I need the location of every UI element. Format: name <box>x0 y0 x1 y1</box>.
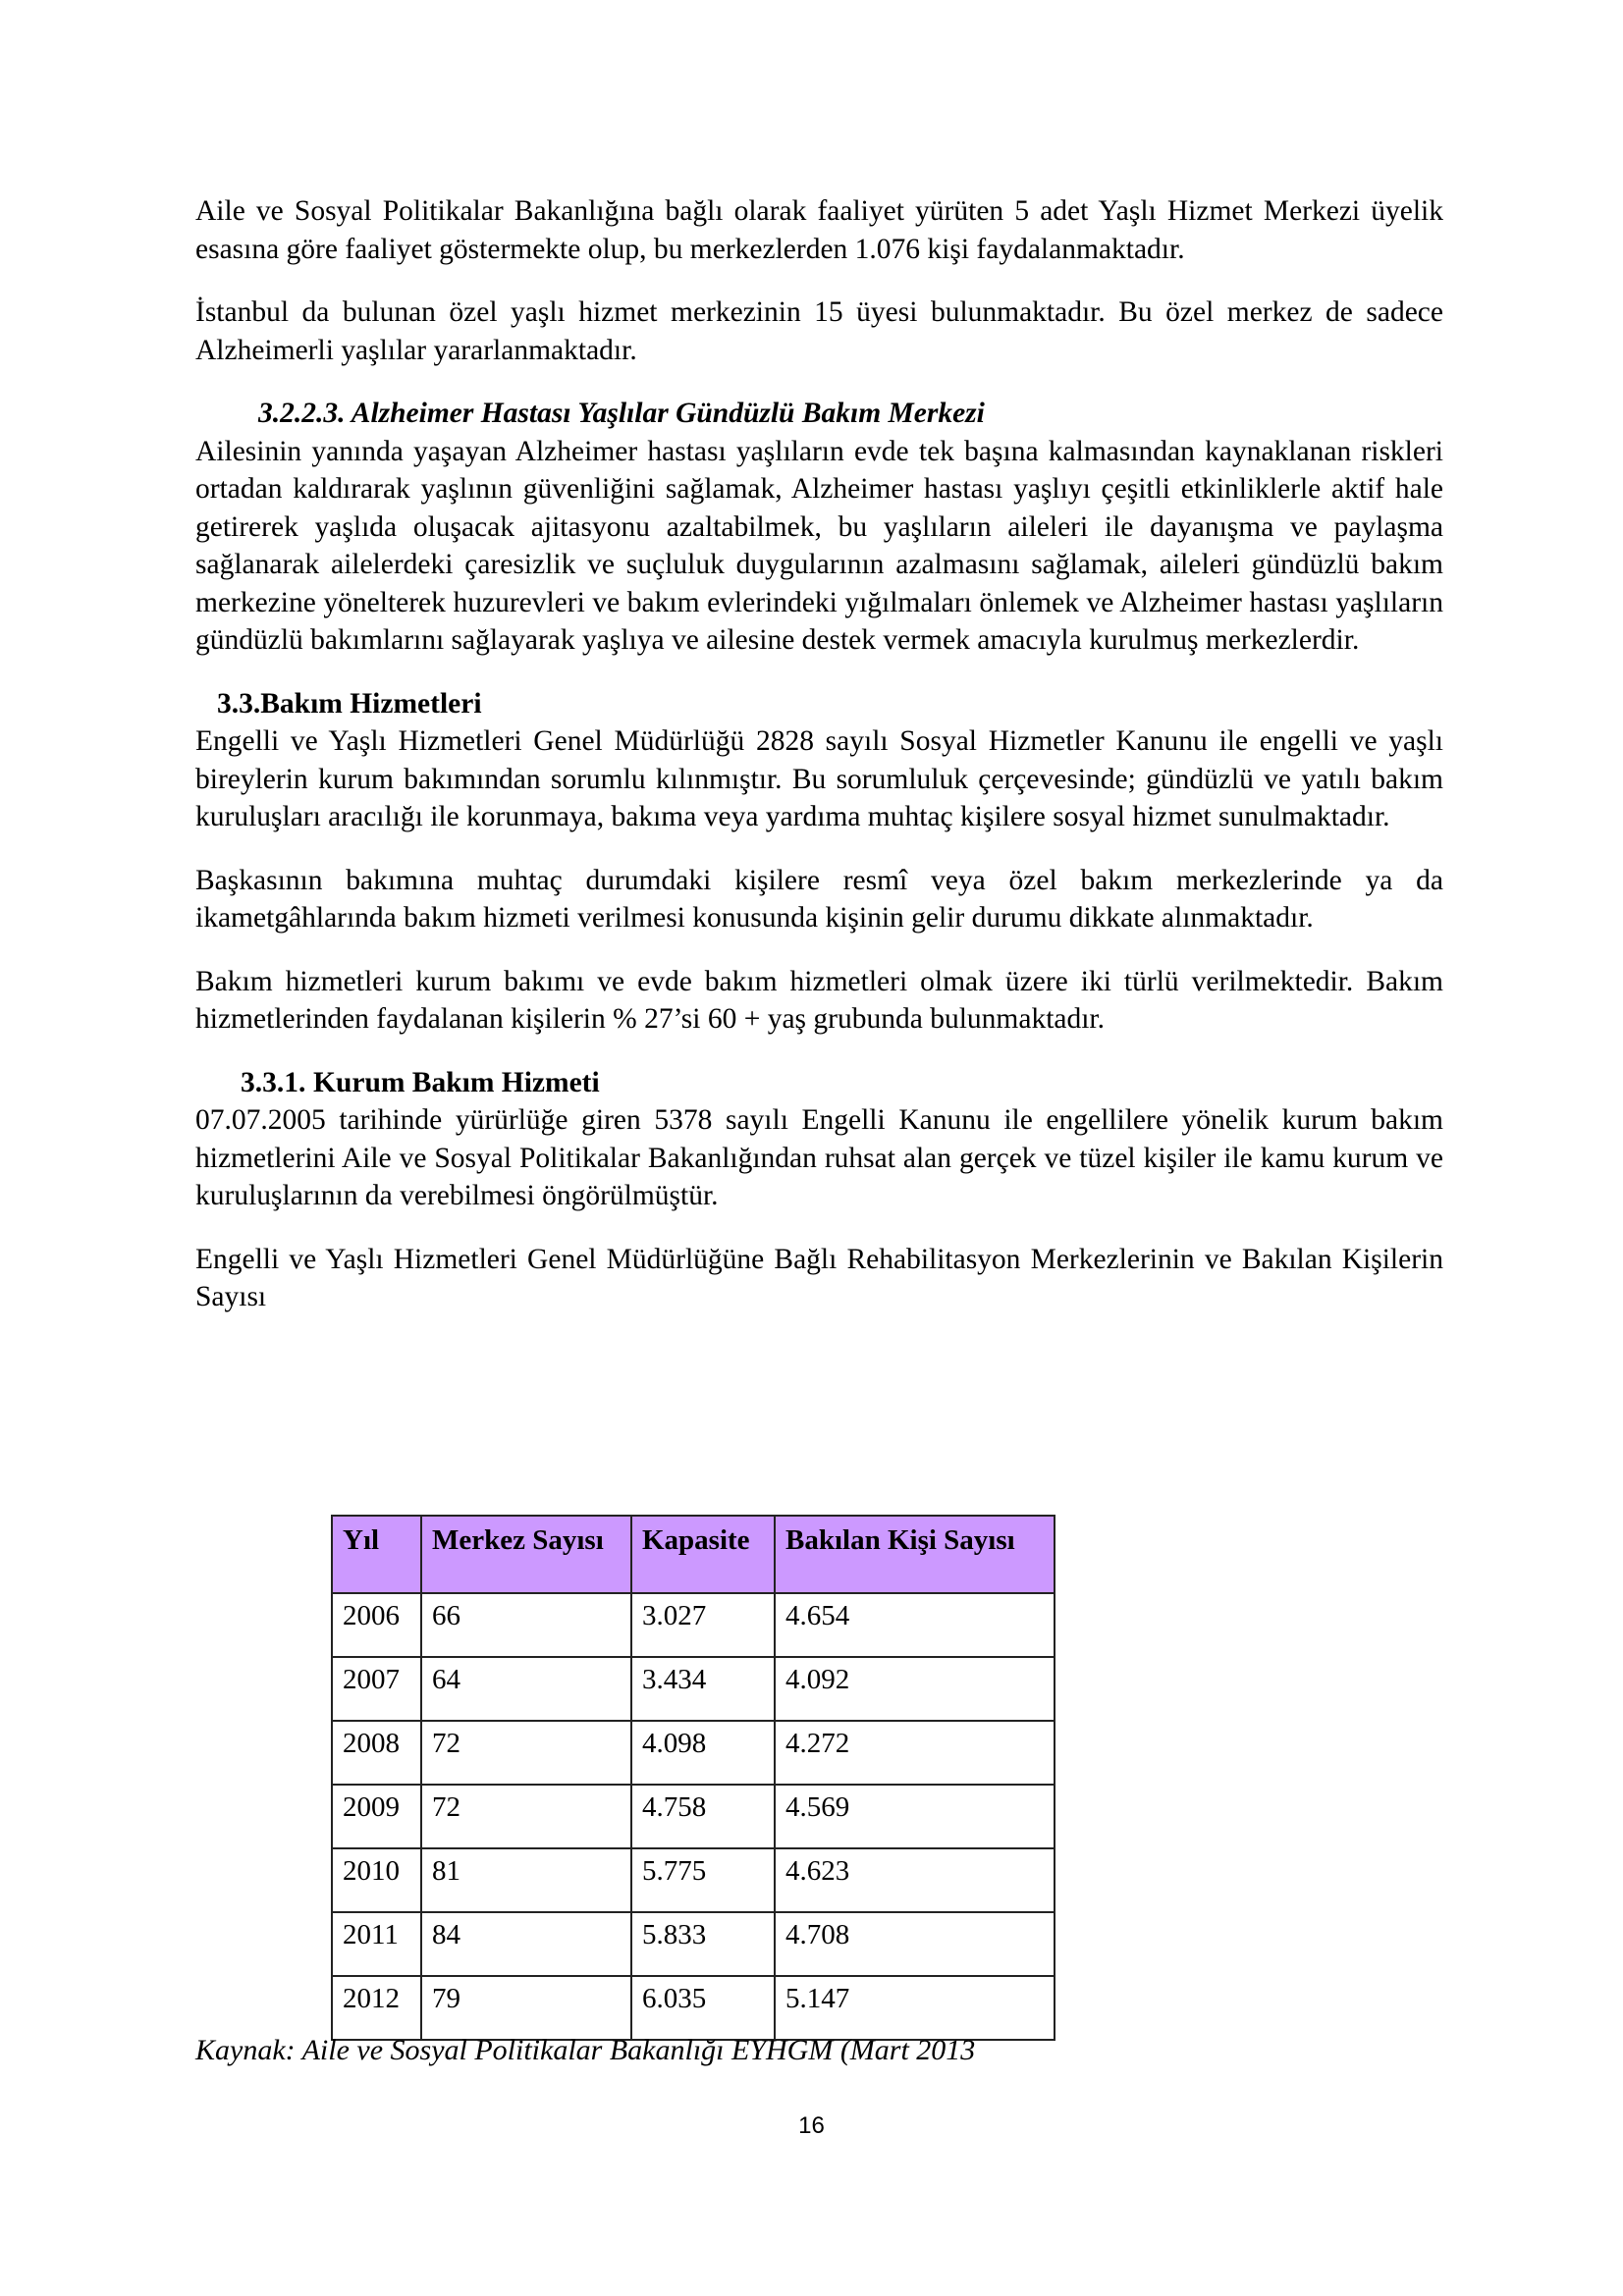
cell-people-cared: 4.569 <box>775 1785 1055 1848</box>
table-row <box>332 1721 1055 1785</box>
cell-center-count: 79 <box>421 1976 631 2040</box>
cell-center-count: 66 <box>421 1593 631 1657</box>
paragraph: Aile ve Sosyal Politikalar Bakanlığına bağlı olarak faaliyet yürüten 5 adet Yaşlı Hizmet Merkezi üyelik esasına göre faaliyet göstermekte olup, bu merkezlerden 1.076 kişi faydalanmaktadır. <box>195 195 1443 265</box>
paragraph: 07.07.2005 tarihinde yürürlüğe giren 5378 sayılı Engelli Kanunu ile engellilere yönelik kurum bakım hizmetlerini Aile ve Sosyal Politikalar Bakanlığından ruhsat alan gerçek ve tüzel kişiler ile kamu kurum ve kuruluşlarının da verebilmesi öngörülmüştür. <box>195 1104 1443 1211</box>
cell-people-cared: 5.147 <box>775 1976 1055 2040</box>
page-body <box>195 192 1443 1316</box>
paragraph: Engelli ve Yaşlı Hizmetleri Genel Müdürlüğü 2828 sayılı Sosyal Hizmetler Kanunu ile engelli ve yaşlı bireylerin kurum bakımından sorumlu kılınmıştır. Bu sorumluluk çerçevesinde; gündüzlü ve yatılı bakım kuruluşları aracılığı ile korunmaya, bakıma veya yardıma muhtaç kişilere sosyal hizmet sunulmaktadır. <box>195 725 1443 832</box>
heading-number: 3.3.1. <box>241 1066 306 1098</box>
page-number: 16 <box>798 2112 825 2139</box>
cell-year: 2006 <box>332 1593 421 1657</box>
cell-center-count: 72 <box>421 1785 631 1848</box>
header-capacity: Kapasite <box>631 1516 775 1593</box>
table-row <box>332 1593 1055 1657</box>
cell-capacity: 4.758 <box>631 1785 775 1848</box>
paragraph: Ailesinin yanında yaşayan Alzheimer hastası yaşlıların evde tek başına kalmasından kaynaklanan riskleri ortadan kaldırarak yaşlının güvenliğini sağlamak, Alzheimer hastası yaşlıyı çeşitli etkinliklerle aktif hale getirerek yaşlıda oluşacak ajitasyonu azaltabilmek, bu yaşlıların aileleri ile dayanışma ve paylaşma sağlanarak ailelerdeki çaresizlik ve suçluluk duygularının azalmasını sağlamak, aileleri gündüzlü bakım merkezine yönelterek huzurevleri ve bakım evlerindeki yığılmaları önlemek ve Alzheimer hastası yaşlıların gündüzlü bakımlarını sağlayarak yaşlıya ve ailesine destek vermek amacıyla kurulmuş merkezlerdir. <box>195 435 1443 656</box>
cell-year: 2007 <box>332 1657 421 1721</box>
table-title: Engelli ve Yaşlı Hizmetleri Genel Müdürlüğüne Bağlı Rehabilitasyon Merkezlerinin ve Bakılan Kişilerin Sayısı <box>195 1243 1443 1312</box>
rehabilitation-centers-table <box>331 1515 1055 2041</box>
cell-people-cared: 4.092 <box>775 1657 1055 1721</box>
cell-center-count: 64 <box>421 1657 631 1721</box>
cell-people-cared: 4.623 <box>775 1848 1055 1912</box>
cell-people-cared: 4.654 <box>775 1593 1055 1657</box>
cell-center-count: 81 <box>421 1848 631 1912</box>
paragraph: Bakım hizmetleri kurum bakımı ve evde bakım hizmetleri olmak üzere iki türlü verilmektedir. Bakım hizmetlerinden faydalanan kişilerin % 27’si 60 + yaş grubunda bulunmaktadır. <box>195 965 1443 1035</box>
cell-year: 2010 <box>332 1848 421 1912</box>
cell-year: 2009 <box>332 1785 421 1848</box>
header-year: Yıl <box>332 1516 421 1593</box>
cell-people-cared: 4.708 <box>775 1912 1055 1976</box>
paragraph: İstanbul da bulunan özel yaşlı hizmet merkezinin 15 üyesi bulunmaktadır. Bu özel merkez de sadece Alzheimerli yaşlılar yararlanmaktadır. <box>195 296 1443 366</box>
header-people-cared: Bakılan Kişi Sayısı <box>775 1516 1055 1593</box>
table-row <box>332 1912 1055 1976</box>
table-row <box>332 1976 1055 2040</box>
cell-year: 2012 <box>332 1976 421 2040</box>
section-heading-3-3: 3.3.Bakım Hizmetleri <box>217 687 482 720</box>
table-row <box>332 1848 1055 1912</box>
table-row <box>332 1785 1055 1848</box>
cell-center-count: 72 <box>421 1721 631 1785</box>
heading-title: Kurum Bakım Hizmeti <box>313 1066 600 1098</box>
cell-people-cared: 4.272 <box>775 1721 1055 1785</box>
cell-capacity: 5.833 <box>631 1912 775 1976</box>
cell-capacity: 3.027 <box>631 1593 775 1657</box>
cell-capacity: 4.098 <box>631 1721 775 1785</box>
cell-year: 2008 <box>332 1721 421 1785</box>
cell-capacity: 5.775 <box>631 1848 775 1912</box>
cell-year: 2011 <box>332 1912 421 1976</box>
cell-capacity: 3.434 <box>631 1657 775 1721</box>
cell-center-count: 84 <box>421 1912 631 1976</box>
paragraph: Başkasının bakımına muhtaç durumdaki kişilere resmî veya özel bakım merkezlerinde ya da ikametgâhlarında bakım hizmeti verilmesi konusunda kişinin gelir durumu dikkate alınmaktadır. <box>195 864 1443 934</box>
cell-capacity: 6.035 <box>631 1976 775 2040</box>
header-center-count: Merkez Sayısı <box>421 1516 631 1593</box>
section-heading-3-3-1 <box>195 1064 1443 1102</box>
source-caption: Kaynak: Aile ve Sosyal Politikalar Bakanlığı EYHGM (Mart 2013 <box>195 2034 976 2066</box>
section-heading-3-2-2-3: 3.2.2.3. Alzheimer Hastası Yaşlılar Gündüzlü Bakım Merkezi <box>258 398 985 429</box>
table-header-row <box>332 1516 1055 1593</box>
table-row <box>332 1657 1055 1721</box>
